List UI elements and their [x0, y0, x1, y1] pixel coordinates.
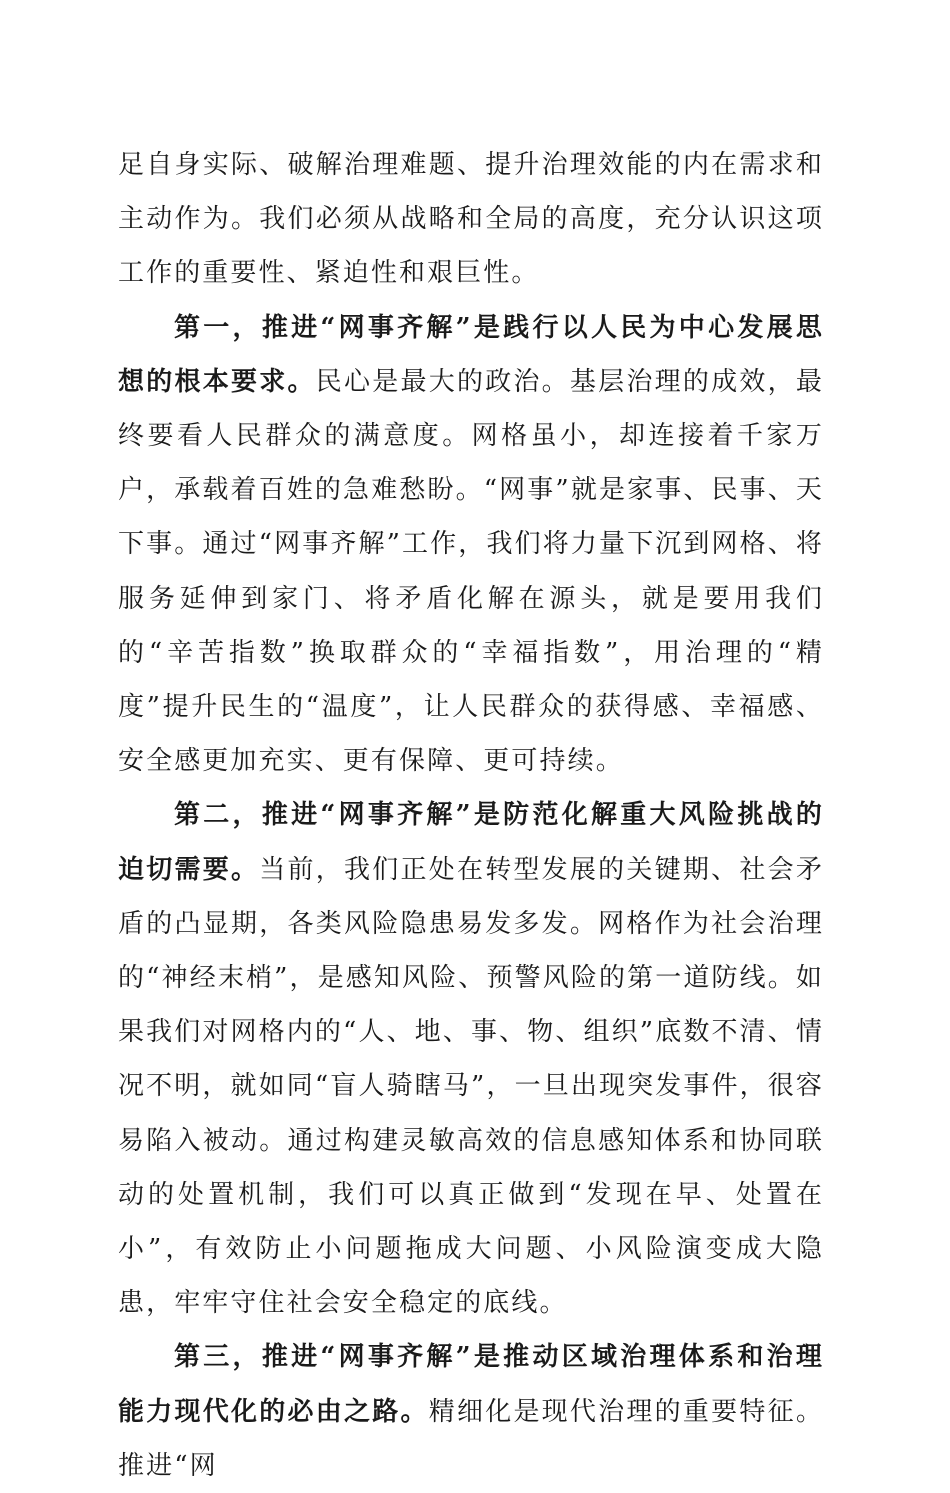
paragraph-lead: 第三，推进“网事齐解”是推动区域治理体系和治理能力现代化的必由之路。 [118, 1342, 824, 1427]
paragraph-text: 足自身实际、破解治理难题、提升治理效能的内在需求和主动作为。我们必须从战略和全局的高度，充分认识这项工作的重要性、紧迫性和艰巨性。 [118, 150, 824, 289]
paragraph-text: 精细化是现代治理的重要特征。推进“网 [118, 1396, 824, 1481]
paragraph-lead: 第一，推进“网事齐解”是践行以人民为中心发展思想的根本要求。 [118, 312, 824, 397]
paragraph-first [118, 301, 824, 789]
paragraph-text: 民心是最大的政治。基层治理的成效，最终要看人民群众的满意度。网格虽小，却连接着千家万户，承载着百姓的急难愁盼。“网事”就是家事、民事、天下事。通过“网事齐解”工作，我们将力量下沉到网格、将服务延伸到家门、将矛盾化解在源头，就是要用我们的“辛苦指数”换取群众的“幸福指数”，用治理的“精度”提升民生的“温度”，让人民群众的获得感、幸福感、安全感更加充实、更有保障、更可持续。 [118, 366, 824, 777]
paragraph-lead: 第二，推进“网事齐解”是防范化解重大风险挑战的迫切需要。 [118, 800, 824, 885]
paragraph-text: 当前，我们正处在转型发展的关键期、社会矛盾的凸显期，各类风险隐患易发多发。网格作为社会治理的“神经末梢”，是感知风险、预警风险的第一道防线。如果我们对网格内的“人、地、事、物、组织”底数不清、情况不明，就如同“盲人骑瞎马”，一旦出现突发事件，很容易陷入被动。通过构建灵敏高效的信息感知体系和协同联动的处置机制，我们可以真正做到“发现在早、处置在小”，有效防止小问题拖成大问题、小风险演变成大隐患，牢牢守住社会安全稳定的底线。 [118, 854, 824, 1319]
paragraph-continuation [118, 138, 824, 301]
paragraph-third [118, 1330, 824, 1493]
paragraph-second [118, 788, 824, 1330]
document-body [118, 138, 824, 1493]
